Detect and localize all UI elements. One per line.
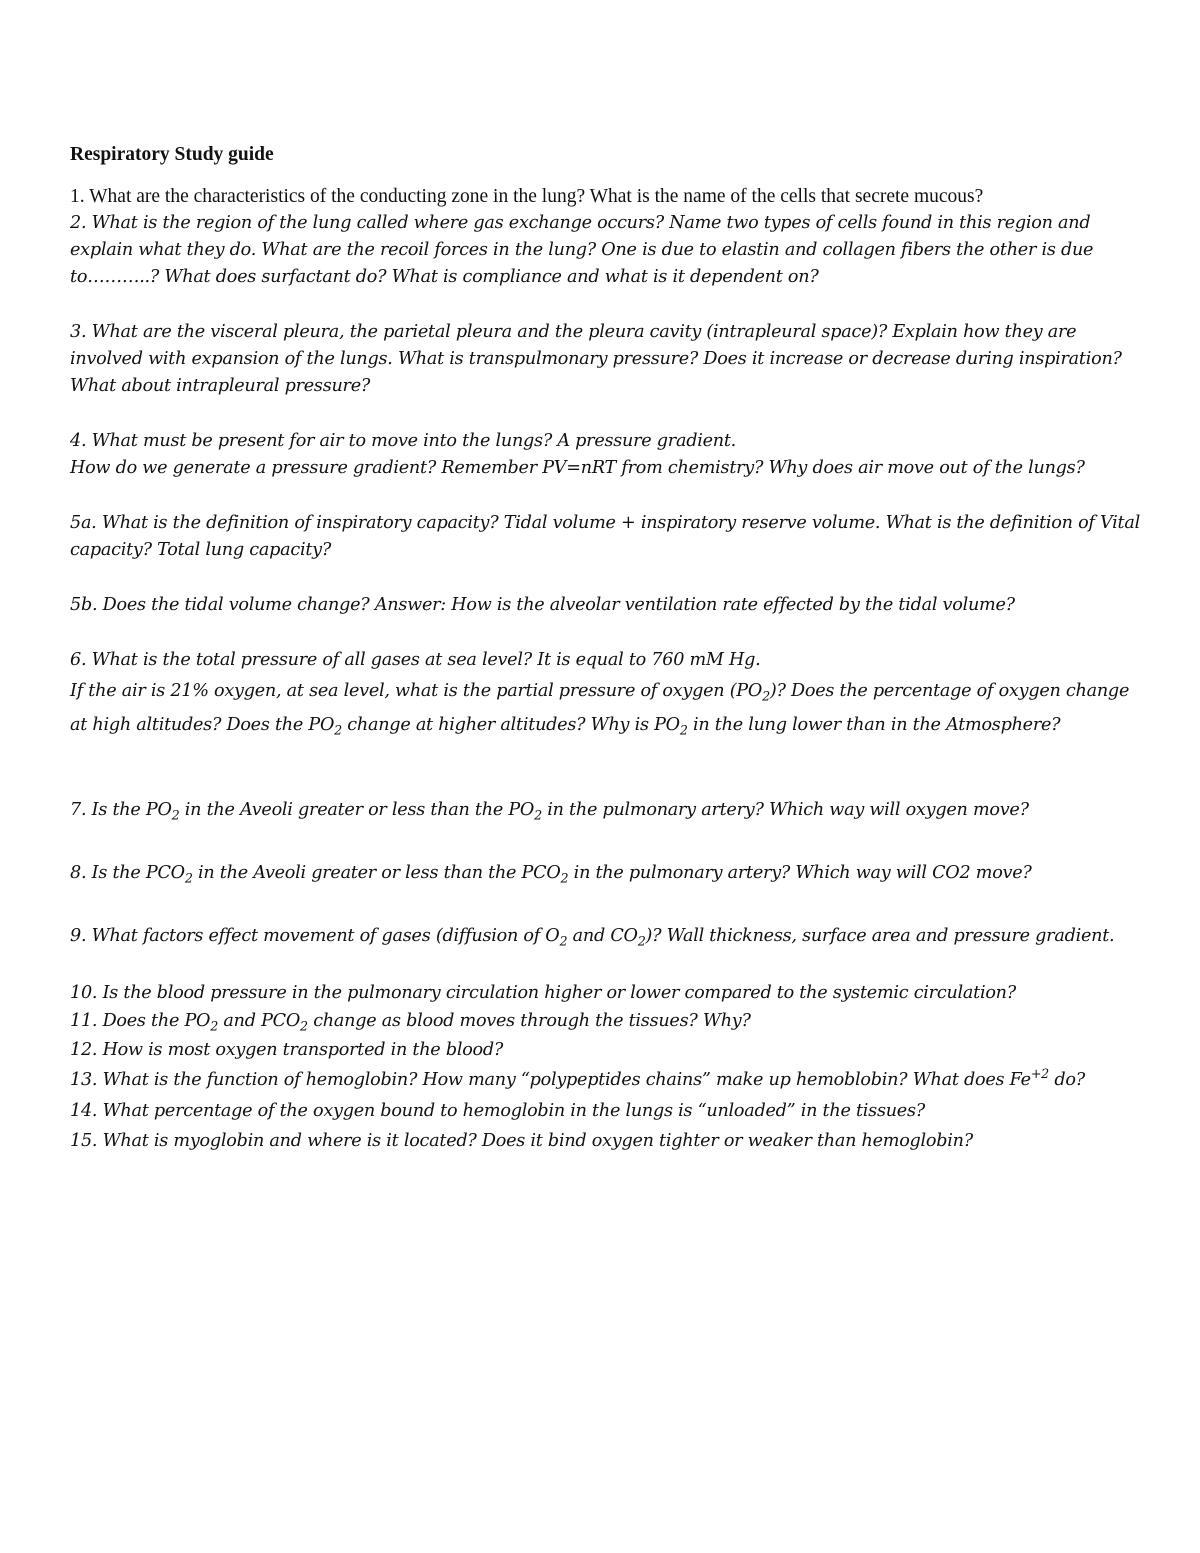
q6-text-4: in the lung lower than in the Atmosphere?: [687, 715, 1061, 735]
q6-sub-2: 2: [334, 722, 342, 738]
q9-text-1: 9. What factors effect movement of gases (diffusion of O: [70, 926, 560, 946]
question-10: 10. Is the blood pressure in the pulmonary circulation higher or lower compared to the systemic circulation?: [70, 983, 1016, 1003]
question-12: 12. How is most oxygen transported in the blood?: [70, 1040, 504, 1060]
question-14: 14. What percentage of the oxygen bound to hemoglobin in the lungs is “unloaded” in the tissues?: [70, 1101, 925, 1121]
question-4-line-2: How do we generate a pressure gradient? Remember PV=nRT from chemistry? Why does air move out of the lungs?: [70, 458, 1085, 478]
q11-text-1: 11. Does the PO: [70, 1011, 211, 1031]
q11-text-3: change as blood moves through the tissues? Why?: [307, 1011, 751, 1031]
q6-text-3: change at higher altitudes? Why is PO: [341, 715, 680, 735]
question-11: [70, 1007, 1145, 1036]
question-1: 1. What are the characteristics of the conducting zone in the lung? What is the name of the cells that secrete mucous?: [70, 186, 984, 207]
question-7: [70, 797, 1145, 824]
q9-text-2: and CO: [567, 926, 638, 946]
question-9: [70, 923, 1145, 950]
q13-text-1: 13. What is the function of hemoglobin? How many “polypeptides chains” make up hemoblobin? What does Fe: [70, 1070, 1031, 1090]
q8-text-3: in the pulmonary artery? Which way will CO2 move?: [568, 863, 1032, 883]
q11-text-2: and PCO: [218, 1011, 301, 1031]
document-title: Respiratory Study guide: [70, 144, 274, 165]
q6-text-2: )? Does the percentage of oxygen change at high altitudes? Does the PO: [70, 681, 1130, 735]
question-5a: 5a. What is the definition of inspiratory capacity? Tidal volume + inspiratory reserve volume. What is the definition of Vital capacity? Total lung capacity?: [70, 513, 1140, 560]
q7-text-2: in the Aveoli greater or less than the PO: [179, 800, 535, 820]
q8-text-2: in the Aveoli greater or less than the PCO: [192, 863, 561, 883]
q11-sub-1: 2: [210, 1018, 219, 1034]
question-6-line-2: [70, 674, 1145, 742]
document-page: [70, 141, 1145, 1156]
q9-text-3: )? Wall thickness, surface area and pressure gradient.: [645, 926, 1115, 946]
q13-sup-1: +2: [1030, 1066, 1049, 1082]
question-6-line-1: 6. What is the total pressure of all gases at sea level? It is equal to 760 mM Hg.: [70, 650, 761, 670]
q7-sub-1: 2: [171, 807, 180, 823]
q11-sub-2: 2: [300, 1018, 308, 1034]
question-5b: 5b. Does the tidal volume change? Answer: How is the alveolar ventilation rate effected by the tidal volume?: [70, 595, 1015, 615]
question-3: 3. What are the visceral pleura, the parietal pleura and the pleura cavity (intrapleural space)? Explain how they are involved with expansion of the lungs. What is transpulmonary pressure? Does it increase or decrease during inspiration? What about intrapleural pressure?: [70, 322, 1122, 396]
q8-sub-2: 2: [560, 870, 569, 886]
q7-sub-2: 2: [534, 807, 542, 823]
question-8: [70, 860, 1145, 887]
q8-text-1: 8. Is the PCO: [70, 863, 185, 883]
q7-text-1: 7. Is the PO: [70, 800, 172, 820]
q13-text-2: do?: [1049, 1070, 1085, 1090]
q6-text-1: If the air is 21% oxygen, at sea level, what is the partial pressure of oxygen (PO: [70, 681, 763, 701]
question-15: 15. What is myoglobin and where is it located? Does it bind oxygen tighter or weaker than hemoglobin?: [70, 1131, 973, 1151]
q9-sub-1: 2: [559, 933, 568, 949]
q8-sub-1: 2: [184, 870, 193, 886]
q6-sub-3: 2: [679, 722, 688, 738]
question-13: [70, 1065, 1145, 1096]
q6-sub-1: 2: [762, 688, 770, 704]
question-2: 2. What is the region of the lung called where gas exchange occurs? Name two types of cells found in this region and explain what they do. What are the recoil forces in the lung? One is due to elastin and collagen fibers the other is due to………..? What does surfactant do? What is compliance and what is it dependent on?: [70, 213, 1094, 287]
question-4-line-1: 4. What must be present for air to move into the lungs? A pressure gradient.: [70, 431, 737, 451]
q9-sub-2: 2: [637, 933, 646, 949]
q7-text-3: in the pulmonary artery? Which way will oxygen move?: [541, 800, 1029, 820]
